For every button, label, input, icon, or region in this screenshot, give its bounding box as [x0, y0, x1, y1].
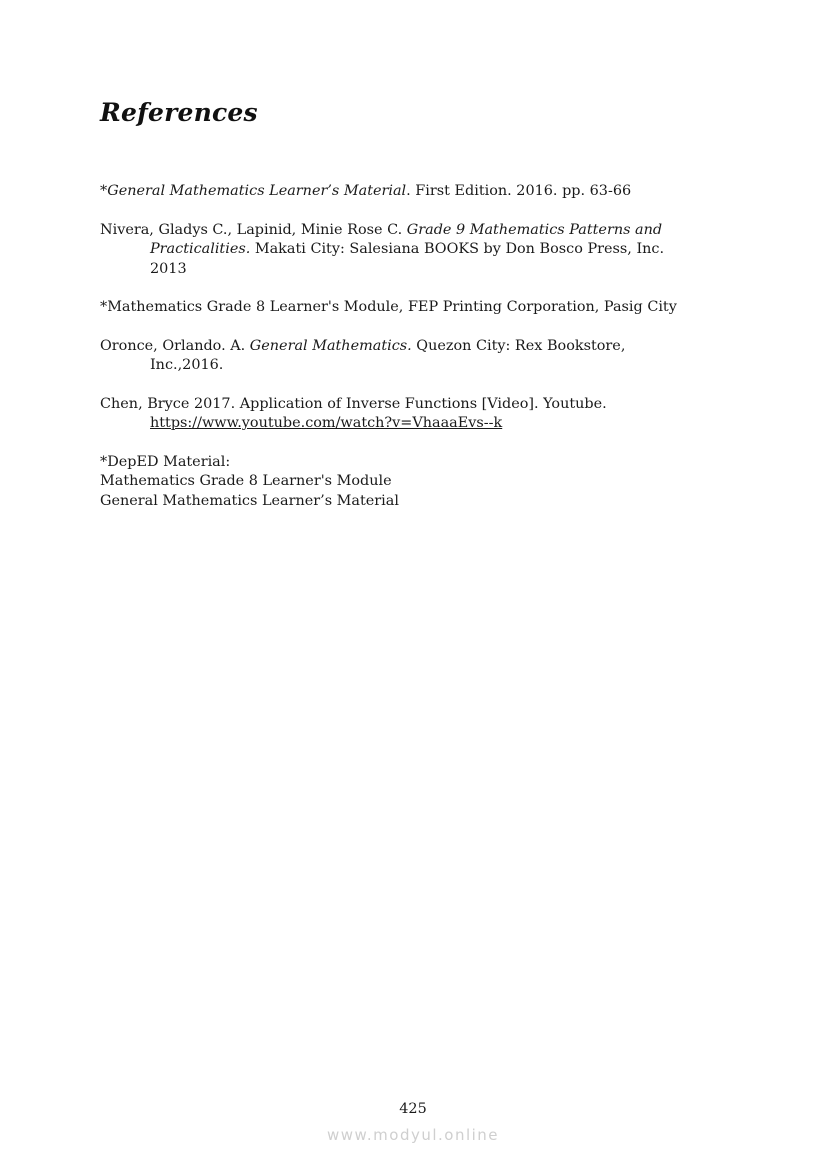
- reference-item-4: [100, 337, 700, 376]
- reference-item-3: [100, 298, 700, 318]
- reference-item-5: [100, 395, 700, 434]
- reference-title: General Mathematics Learner’s Material: [107, 183, 407, 199]
- reference-prefix: *: [100, 183, 108, 199]
- reference-item-2: [100, 221, 700, 280]
- page-title: References: [100, 98, 258, 127]
- reference-list: [100, 182, 700, 511]
- page-number: 425: [399, 1101, 427, 1117]
- reference-title: Grade 9 Mathematics Patterns and Practicalities.: [150, 221, 663, 257]
- reference-title: General Mathematics.: [249, 337, 412, 354]
- deped-material-block: [100, 453, 700, 512]
- deped-heading: *DepED Material:: [100, 453, 231, 470]
- watermark: www.modyul.online: [326, 1126, 500, 1144]
- reference-text: *Mathematics Grade 8 Learner's Module, FEP Printing Corporation, Pasig City: [100, 299, 677, 315]
- reference-text: Chen, Bryce 2017. Application of Inverse Functions [Video]. Youtube.: [100, 395, 607, 412]
- reference-authors: Oronce, Orlando. A.: [100, 337, 250, 354]
- video-link[interactable]: https://www.youtube.com/watch?v=VhaaaEvs--k: [150, 415, 503, 431]
- reference-details: Makati City: Salesiana BOOKS by Don Bosco Press, Inc. 2013: [150, 241, 665, 277]
- reference-details: Quezon City: Rex Bookstore, Inc.,2016.: [150, 337, 626, 373]
- reference-authors: Nivera, Gladys C., Lapinid, Minie Rose C.: [100, 221, 407, 238]
- reference-item-1: [100, 182, 700, 202]
- deped-item: General Mathematics Learner’s Material: [100, 492, 399, 509]
- deped-item: Mathematics Grade 8 Learner's Module: [100, 473, 392, 489]
- reference-details: . First Edition. 2016. pp. 63-66: [406, 183, 632, 199]
